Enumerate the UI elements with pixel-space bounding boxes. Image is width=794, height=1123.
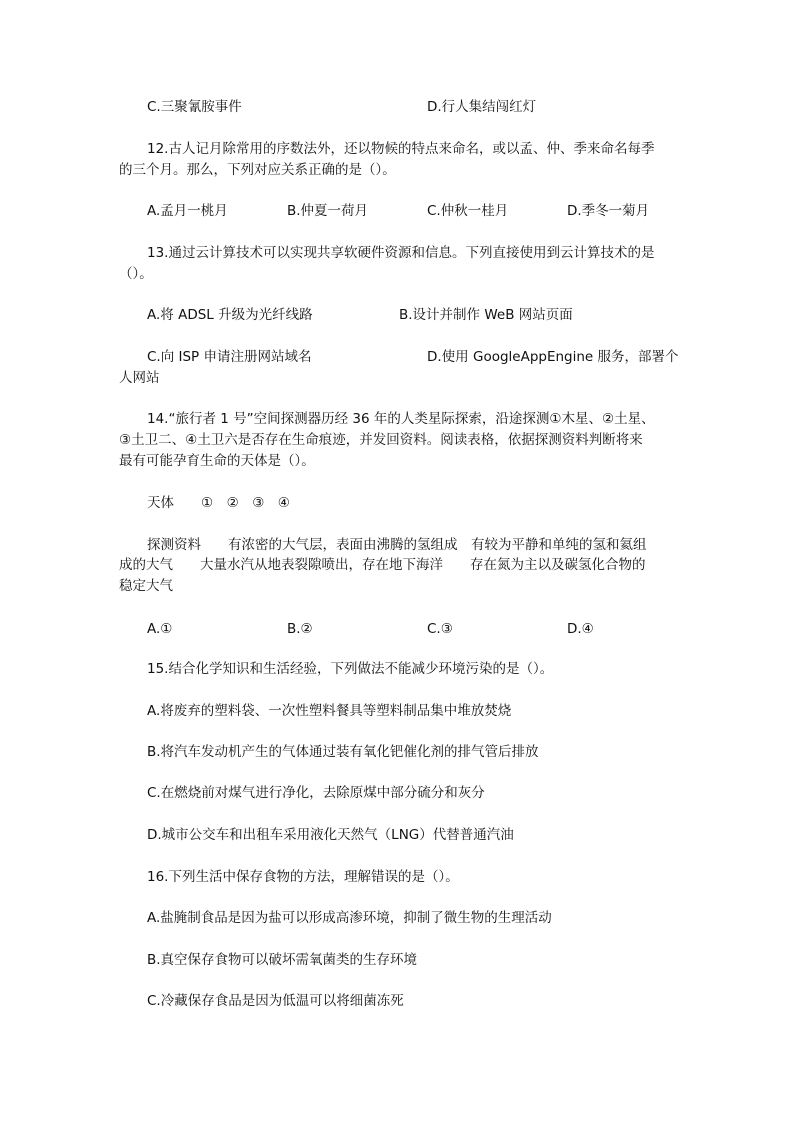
q14-option-d: D.④: [567, 621, 594, 637]
q13-option-d-line-2: 人网站: [119, 370, 160, 386]
q16-option-a: A.盐腌制食品是因为盐可以形成高渗环境，抑制了微生物的生理活动: [147, 910, 552, 926]
q15-stem: 15.结合化学知识和生活经验，下列做法不能减少环境污染的是（）。: [147, 661, 554, 677]
q14-option-b: B.②: [287, 621, 313, 637]
q13-option-c: C.向 ISP 申请注册网站域名: [147, 349, 312, 365]
q14-table-row-3: 稳定大气: [119, 578, 173, 594]
q16-option-b: B.真空保存食物可以破坏需氧菌类的生存环境: [147, 952, 418, 968]
q13-stem-line-1: 13.通过云计算技术可以实现共享软硬件资源和信息。下列直接使用到云计算技术的是: [147, 245, 655, 261]
q14-table-row-2: 成的大气 大量水汽从地表裂隙喷出，存在地下海洋 存在氮为主以及碳氢化合物的: [119, 557, 646, 573]
q12-option-a: A.孟月一桃月: [147, 203, 228, 219]
q15-option-b: B.将汽车发动机产生的气体通过装有氧化钯催化剂的排气管后排放: [147, 744, 539, 760]
q15-option-d: D.城市公交车和出租车采用液化天然气（LNG）代替普通汽油: [147, 827, 514, 843]
q14-option-c: C.③: [427, 621, 453, 637]
q16-stem: 16.下列生活中保存食物的方法，理解错误的是（）。: [147, 869, 459, 885]
q14-table-header: 天体 ① ② ③ ④: [147, 495, 290, 511]
q11-option-d: D.行人集结闯红灯: [427, 99, 537, 115]
q13-option-d-line-1: D.使用 GoogleAppEngine 服务，部署个: [427, 349, 679, 365]
q14-stem-line-3: 最有可能孕育生命的天体是（）。: [119, 453, 315, 469]
q12-option-b: B.仲夏一荷月: [287, 203, 369, 219]
q14-stem-line-2: ③土卫二、④土卫六是否存在生命痕迹，并发回资料。阅读表格，依据探测资料判断将来: [119, 432, 643, 448]
q12-stem-line-2: 的三个月。那么，下列对应关系正确的是（）。: [119, 162, 396, 178]
q14-option-a: A.①: [147, 621, 173, 637]
q11-option-c: C.三聚氰胺事件: [147, 99, 242, 115]
q12-option-c: C.仲秋一桂月: [427, 203, 509, 219]
q13-stem-line-2: （）。: [119, 266, 153, 282]
q16-option-c: C.冷藏保存食品是因为低温可以将细菌冻死: [147, 993, 404, 1009]
q14-stem-line-1: 14.“旅行者 1 号”空间探测器历经 36 年的人类星际探索，沿途探测①木星、②土星、: [147, 411, 655, 427]
q12-stem-line-1: 12.古人记月除常用的序数法外，还以物候的特点来命名，或以孟、仲、季来命名每季: [147, 141, 655, 157]
q12-option-d: D.季冬一菊月: [567, 203, 650, 219]
q14-table-row-1: 探测资料 有浓密的大气层，表面由沸腾的氢组成 有较为平静和单纯的氢和氦组: [147, 537, 647, 553]
q13-option-a: A.将 ADSL 升级为光纤线路: [147, 307, 313, 323]
q15-option-a: A.将废弃的塑料袋、一次性塑料餐具等塑料制品集中堆放焚烧: [147, 703, 512, 719]
q15-option-c: C.在燃烧前对煤气进行净化，去除原煤中部分硫分和灰分: [147, 785, 485, 801]
q13-option-b: B.设计并制作 WeB 网站页面: [399, 307, 573, 323]
